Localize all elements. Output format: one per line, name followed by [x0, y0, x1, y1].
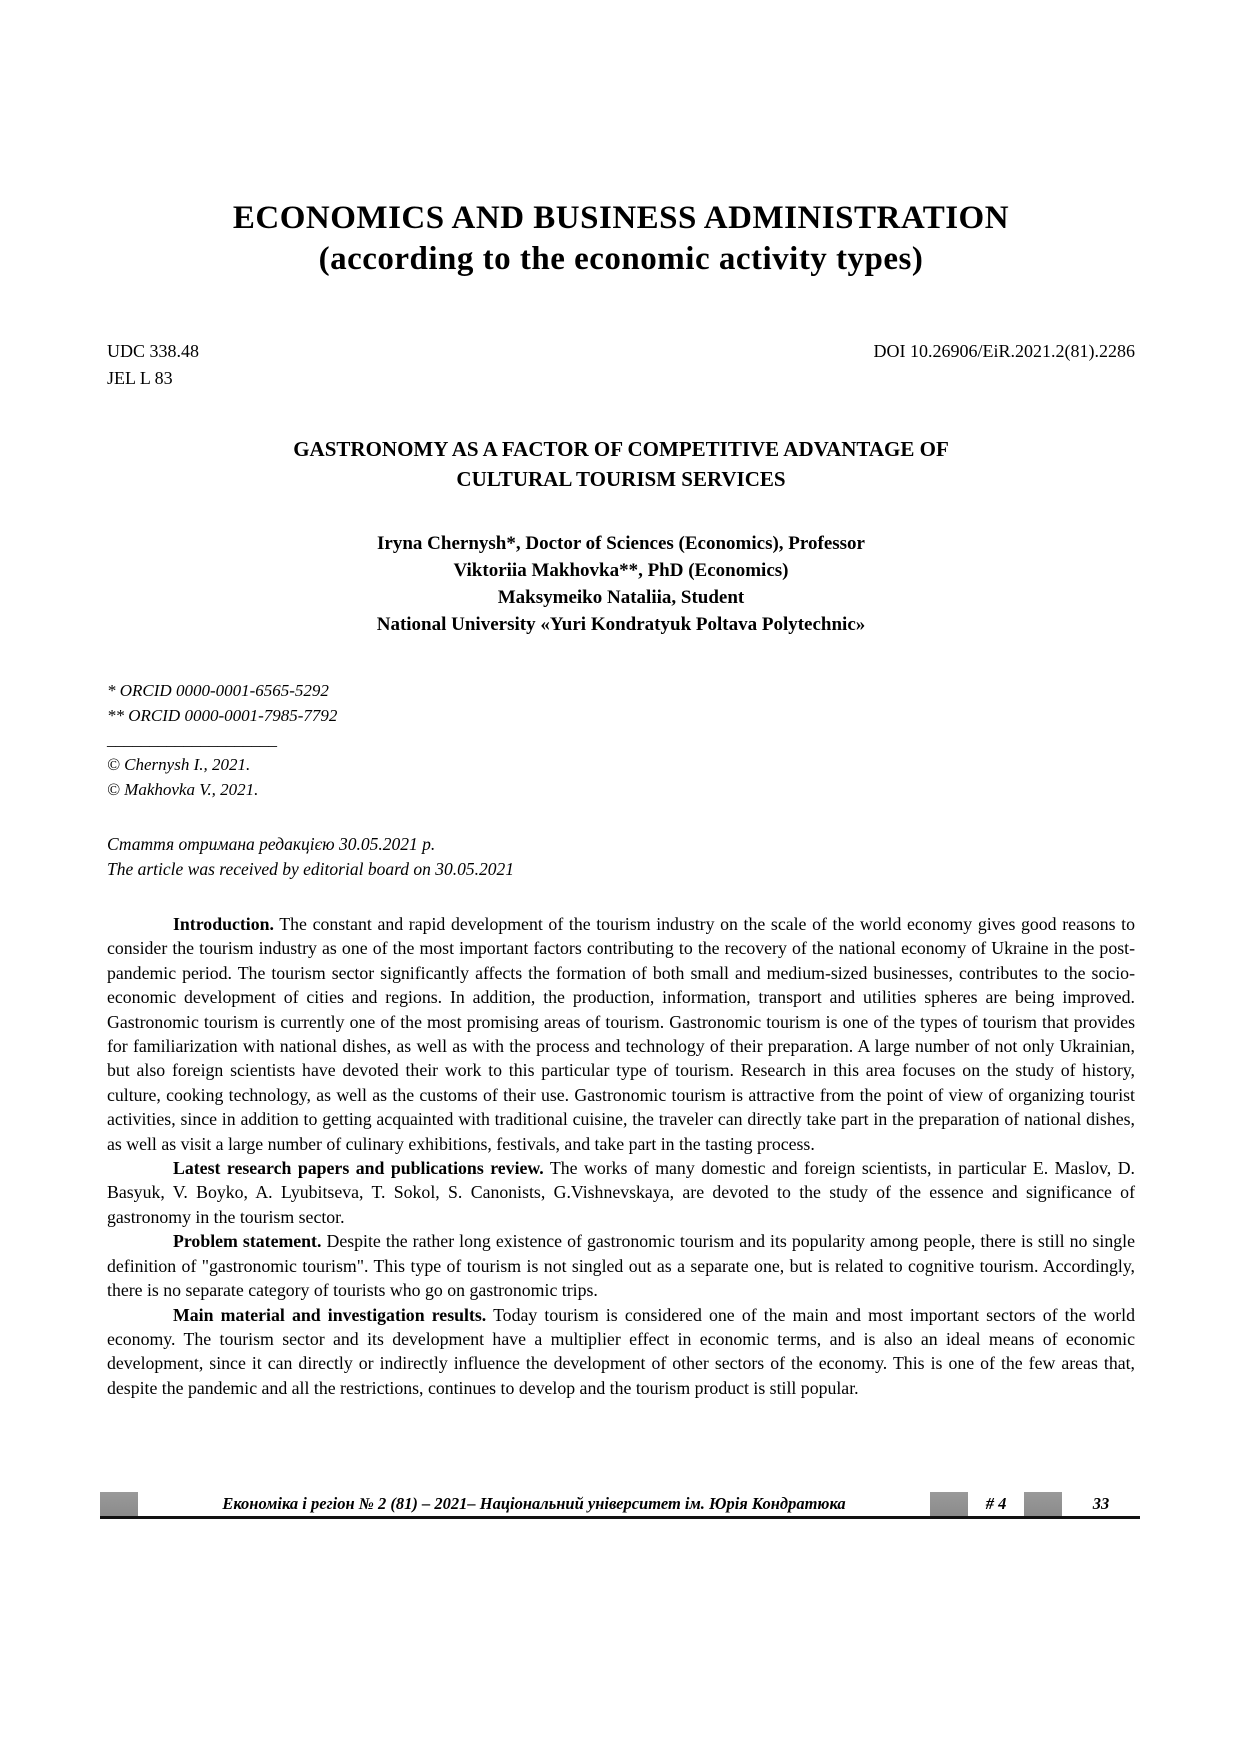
udc-code: UDC 338.48: [107, 341, 200, 361]
authors-block: [107, 530, 1135, 638]
orcid-line: ** ORCID 0000-0001-7985-7792: [107, 706, 338, 725]
footer-gray-block: [100, 1492, 138, 1516]
author-line: Maksymeiko Nataliia, Student: [497, 587, 745, 608]
paragraph-introduction: [107, 912, 1135, 1156]
page-footer: [100, 1492, 1140, 1519]
author-line: Viktoriia Makhovka**, PhD (Economics): [453, 560, 789, 581]
orcid-line: * ORCID 0000-0001-6565-5292: [107, 681, 329, 700]
paragraph-problem-statement: [107, 1229, 1135, 1302]
footer-journal-title: Економіка і регіон № 2 (81) – 2021– Національний університет ім. Юрія Кондратюка: [138, 1492, 930, 1516]
article-body: [107, 912, 1135, 1400]
section-title-line2: (according to the economic activity types): [318, 241, 924, 277]
received-line-uk: Стаття отримана редакцією 30.05.2021 р.: [107, 834, 436, 854]
paragraph-lead: Main material and investigation results.: [173, 1304, 487, 1325]
footer-issue-number: # 4: [968, 1492, 1024, 1516]
meta-block: [107, 338, 1135, 392]
paragraph-text: The constant and rapid development of the tourism industry on the scale of the world economy gives good reasons to consider the tourism industry as one of the most important factors contributing to the recovery of the national economy of Ukraine in the post-pandemic period. The tourism sector significantly affects the formation of both small and medium-sized businesses, contributes to the socio-economic development of cities and regions. In addition, the production, information, transport and utilities spheres are being improved. Gastronomic tourism is currently one of the most promising areas of tourism. Gastronomic tourism is one of the types of tourism that provides for familiarization with national dishes, as well as with the process and technology of their preparation. A large number of not only Ukrainian, but also foreign scientists have devoted their work to this particular type of tourism. Research in this area focuses on the study of history, culture, cooking technology, as well as the customs of their use. Gastronomic tourism is attractive from the point of view of organizing tourist activities, since in addition to getting acquainted with traditional cuisine, the traveler can directly take part in the preparation of national dishes, as well as visit a large number of culinary exhibitions, festivals, and take part in the tasting process.: [107, 914, 1136, 1154]
meta-line-udc-doi: [107, 338, 1135, 365]
footer-page-number: 33: [1062, 1492, 1140, 1516]
paragraph-text: The works of many domestic and foreign scientists, in particular E. Maslov, D. Basyuk, V. Boyko, A. Lyubitseva, T. Sokol, S. Canonists, G.Vishnevskaya, are devoted to the study of the essence and significance of gastronomy in the tourism sector.: [107, 1158, 1136, 1227]
copyright-line: © Makhovka V., 2021.: [107, 780, 259, 799]
copyright-block: [107, 752, 1135, 802]
article-title-line2: CULTURAL TOURISM SERVICES: [456, 467, 786, 491]
footer-gray-block: [1024, 1492, 1062, 1516]
paragraph-lead: Problem statement.: [173, 1231, 322, 1252]
orcid-block: [107, 678, 1135, 728]
received-block: [107, 832, 1135, 882]
affiliation-line: National University «Yuri Kondratyuk Poltava Polytechnic»: [376, 614, 866, 635]
paragraph-lead: Latest research papers and publications review.: [173, 1158, 544, 1179]
paragraph-text: Today tourism is considered one of the main and most important sectors of the world economy. The tourism sector and its development have a multiplier effect in economic terms, and is also an ideal means of economic development, since it can directly or indirectly influence the development of other sectors of the economy. This is one of the few areas that, despite the pandemic and all the restrictions, continues to develop and the tourism product is still popular.: [107, 1304, 1135, 1398]
author-line: Iryna Chernysh*, Doctor of Sciences (Economics), Professor: [377, 533, 865, 554]
section-title-line1: ECONOMICS AND BUSINESS ADMINISTRATION: [232, 200, 1010, 236]
paragraph-main-material: [107, 1303, 1135, 1401]
section-title: [107, 198, 1135, 280]
paragraph-latest-research: [107, 1156, 1135, 1229]
article-title: [107, 434, 1135, 494]
footer-gray-block: [930, 1492, 968, 1516]
paragraph-text: Despite the rather long existence of gastronomic tourism and its popularity among people, there is still no single definition of "gastronomic tourism". This type of tourism is not singled out as a separate one, but is related to cognitive tourism. Accordingly, there is no separate category of tourists who go on gastronomic trips.: [107, 1231, 1135, 1301]
paragraph-lead: Introduction.: [173, 914, 274, 934]
jel-code: JEL L 83: [107, 368, 173, 388]
doi-code: DOI 10.26906/EiR.2021.2(81).2286: [873, 341, 1135, 361]
copyright-line: © Chernysh I., 2021.: [107, 755, 251, 774]
received-line-en: The article was received by editorial board on 30.05.2021: [107, 859, 514, 879]
article-title-line1: GASTRONOMY AS A FACTOR OF COMPETITIVE ADVANTAGE OF: [293, 437, 949, 461]
divider-underscores: ____________________: [107, 730, 277, 749]
